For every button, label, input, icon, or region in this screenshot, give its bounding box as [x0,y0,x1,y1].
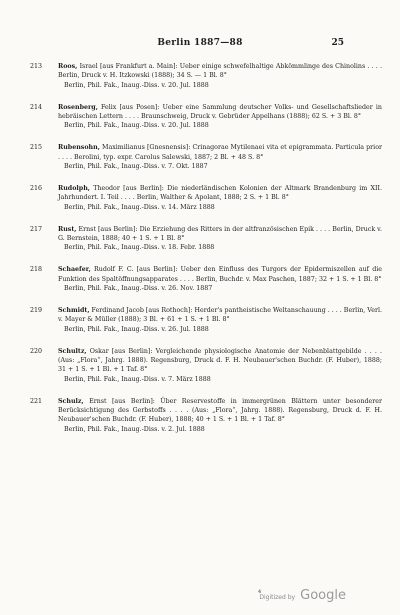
bibliography-entry [30,225,382,253]
entry-body [58,225,382,244]
author-name: Schultz, [58,347,87,355]
digitized-watermark [259,584,346,603]
bibliography-entry [30,347,382,384]
dissertation-note: Berlin, Phil. Fak., Inaug.-Diss. v. 7. März 1888 [64,375,211,383]
entry-number: 221 [30,397,43,405]
entry-body [58,62,382,81]
entry-list [30,62,382,447]
bibliography-entry [30,62,382,90]
google-logo-text: Google [300,588,346,603]
author-name: Schaefer, [58,266,91,274]
running-title: Berlin 1887—88 [157,38,243,48]
entry-body [58,397,382,425]
entry-number: 217 [30,225,43,233]
dissertation-note: Berlin, Phil. Fak., Inaug.-Diss. v. 26. Jul. 1888 [64,325,209,333]
signature-mark: 4 [258,589,262,595]
entry-text: Ferdinand Jacob [aus Rothoch]: Herder's pantheistische Weltanschauung . . . . Berlin, Verl. v. Mayer & Müller (1888); 3 Bl. + 61 + 1 S. + 1 Bl. 8° [58,307,382,324]
entry-body [58,347,382,375]
bibliography-entry [30,184,382,212]
bibliography-entry [30,143,382,171]
bibliography-entry [30,397,382,434]
bibliography-entry [30,306,382,334]
entry-body [58,143,382,162]
bibliography-entry [30,103,382,131]
entry-number: 220 [30,347,43,355]
entry-body [58,306,382,325]
dissertation-note: Berlin, Phil. Fak., Inaug.-Diss. v. 7. Okt. 1887 [64,162,208,170]
dissertation-note: Berlin, Phil. Fak., Inaug.-Diss. v. 26. Nov. 1887 [64,285,213,293]
author-name: Rubensohn, [58,144,100,152]
entry-text: Maximilianus [Gnesnensis]: Crinagorae Mytilenaei vita et epigrammata. Particula prior . . . . Berolini, typ. expr. Carolus Salewski, 1887; 2 Bl. + 48 S. 8° [58,144,382,161]
dissertation-note: Berlin, Phil. Fak., Inaug.-Diss. v. 18. Febr. 1888 [64,244,215,252]
entry-text: Israel [aus Frankfurt a. Main]: Ueber einige schwefelhaltige Abkömmlinge des Chinolins . . . . Berlin, Druck v. H. Itzkowski (1888); 34 S. — 1 Bl. 8° [58,63,382,80]
dissertation-note: Berlin, Phil. Fak., Inaug.-Diss. v. 20. Jul. 1888 [64,81,209,89]
entry-number: 218 [30,266,43,274]
entry-body [58,184,382,203]
entry-text: Ernst [aus Berlin]: Über Reservestoffe in immergrünen Blättern unter besonderer Berücksichtigung des Gerbstoffs . . . . (Aus: „Flora“, Jahrg. 1888). Regensburg, Druck d. F. H. Neubauer'schen Buchdr. (F. Huber), 1888; 40 + 1 S. + 1 Bl. + 1 Taf. 8° [58,397,382,424]
entry-text: Theodor [aus Berlin]: Die niederländischen Kolonien der Altmark Brandenburg im XII. Jahrhundert. I. Teil . . . . Berlin, Walther & Apolant, 1888; 2 S. + 1 Bl. 8° [58,185,382,202]
entry-text: Oskar [aus Berlin]: Vergleichende physiologische Anatomie der Nebenblattgebilde . . . . (Aus: „Flora“, Jahrg. 1888). Regensburg, Druck d. F. H. Neubauer'schen Buchdr. (F. Huber), 1888; 31 + 1 S. + 1 Bl. + 1 Taf. 8° [58,347,382,374]
author-name: Rust, [58,225,77,233]
running-header [0,38,400,52]
entry-number: 213 [30,63,43,70]
entry-text: Ernst [aus Berlin]: Die Erziehung des Ritters in der altfranzösischen Epik . . . . Berlin, Druck v. G. Bernstein, 1888; 40 + 1 S. + 1 Bl. 8° [58,225,382,243]
entry-number: 219 [30,307,43,315]
entry-text: Felix [aus Posen]: Ueber eine Sammlung deutscher Volks- und Gesellschaftslieder in hebräischen Lettern . . . . Braunschweig, Druck v. Gebrüder Appelhans (1888); 62 S. + 3 Bl. 8° [58,103,382,120]
entry-number: 216 [30,185,43,193]
entry-body [58,103,382,122]
dissertation-note: Berlin, Phil. Fak., Inaug.-Diss. v. 20. Jul. 1888 [64,122,209,130]
dissertation-note: Berlin, Phil. Fak., Inaug.-Diss. v. 2. Jul. 1888 [64,425,205,433]
digitized-by-text: Digitized by [259,594,296,601]
entry-body [58,265,382,284]
bibliography-entry [30,265,382,293]
author-name: Roos, [58,63,78,70]
author-name: Schulz, [58,397,84,405]
entry-number: 214 [30,103,43,111]
entry-text: Rudolf F. C. [aus Berlin]: Ueber den Einfluss des Turgors der Epidermiszellen auf die Funktion des Spaltöffnungsapparates . . . . Berlin, Buchdr. v. Max Paschen, 1887; 32 + 1 S. + 1 Bl. 8° [58,266,382,283]
dissertation-note: Berlin, Phil. Fak., Inaug.-Diss. v. 14. März 1888 [64,203,215,211]
author-name: Schmidt, [58,307,90,315]
author-name: Rosenberg, [58,103,98,111]
entry-number: 215 [30,144,43,152]
author-name: Rudolph, [58,185,90,193]
page-number: 25 [331,38,344,48]
